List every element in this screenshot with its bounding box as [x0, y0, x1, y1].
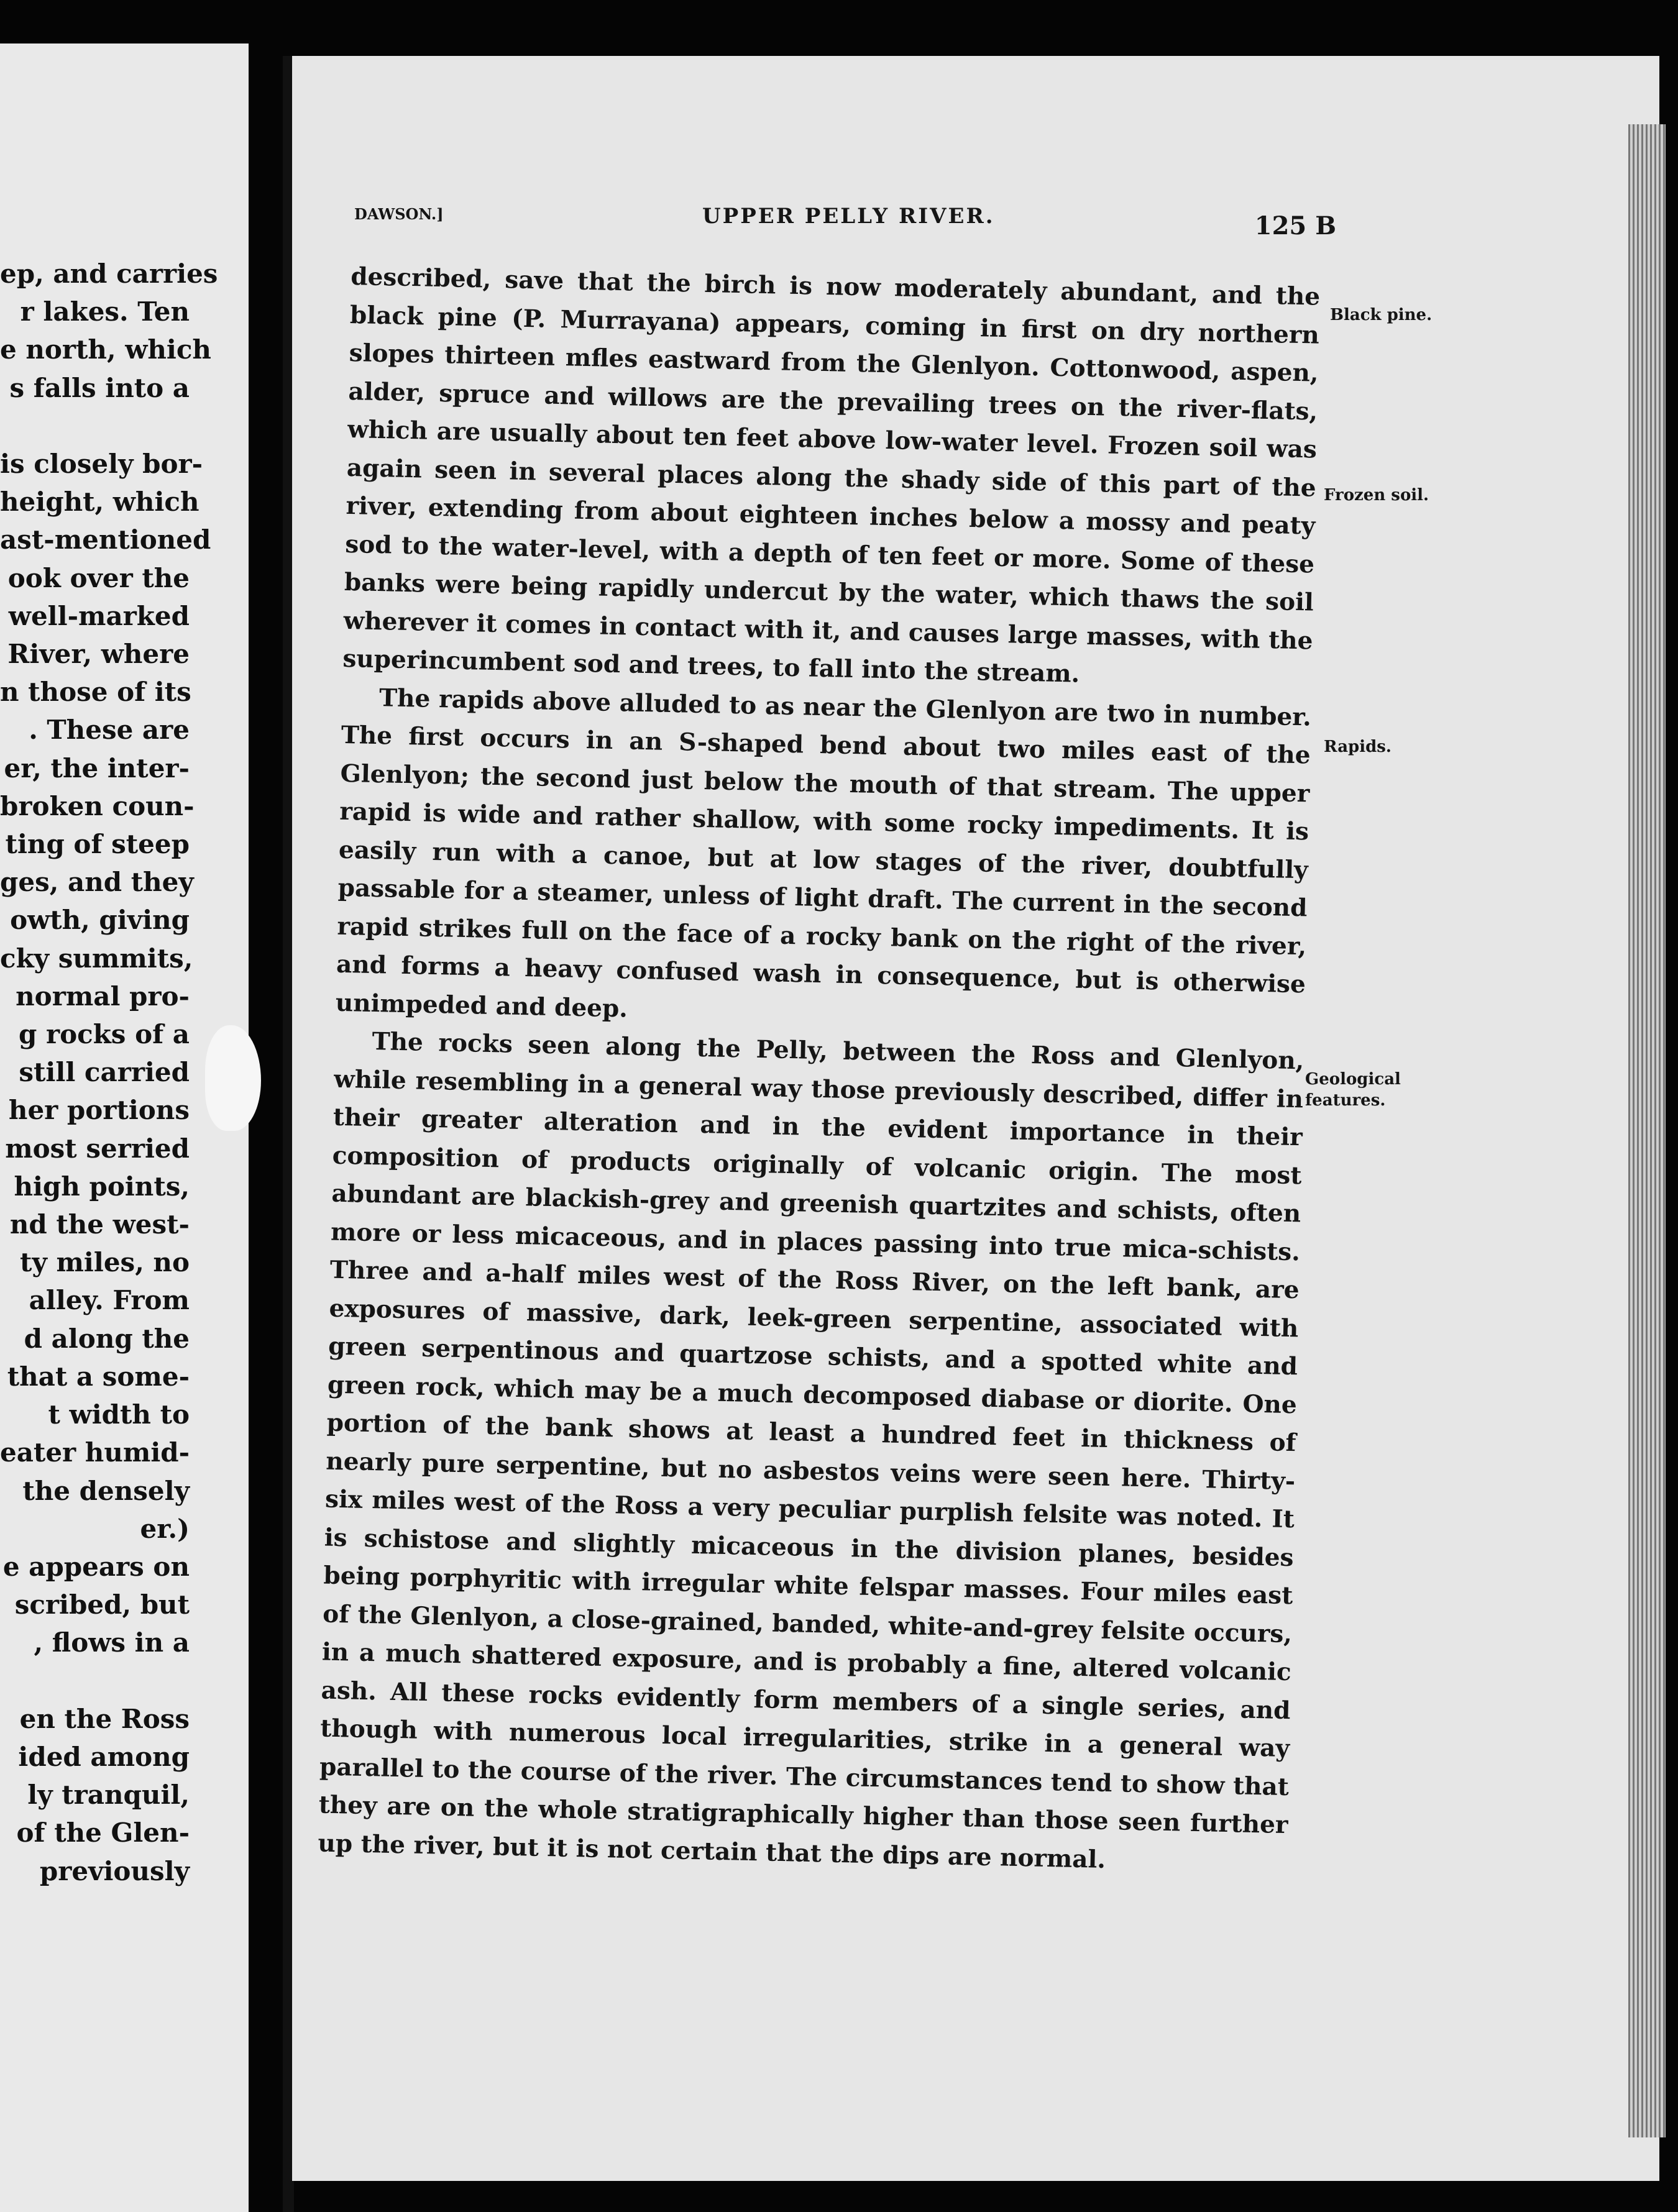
left-page-line: e appears on — [2, 1551, 190, 1582]
left-page-line: height, which — [0, 487, 199, 518]
left-page-line: her portions — [8, 1095, 190, 1126]
margin-note-black-pine: Black pine. — [1330, 306, 1433, 324]
paragraph-geology: The rocks seen along the Pelly, between the Ross and Glenlyon, while resembling in a general way those previously described, differ in their greater alteration and in the evident importance in their composition of products originally of volcanic origin. The most abundant are blackish-grey and greenish quartzites and schists, often more or less micaceous, and in places passing into true mica-schists. Three and a-half miles west of the Ross River, on the left bank, are exposures of massive, dark, leek-green serpentine, associated with green serpentinous and quartzose schists, and a spotted white and green rock, which may be a much decomposed diabase or diorite. One portion of the bank shows at least a hundred feet in thickness of nearly pure serpentine, but no asbestos veins were seen here. Thirty-six miles west of the Ross a very peculiar purplish felsite was noted. It is schistose and slightly micaceous in the division planes, besides being porphyritic with irregular white felspar masses. Four miles east of the Glenlyon, a close-grained, banded, white-and-grey felsite occurs, in a much shattered exposure, and is probably a fine, altered volcanic ash. All these rocks evidently form members of a single series, and though with numerous local irregularities, strike in a general way parallel to the course of the river. The circumstances tend to show that they are on the whole stratigraphically higher than those seen further up the river, but it is not certain that the dips are normal. — [318, 1026, 1304, 1874]
left-page-line: is closely bor- — [0, 449, 203, 480]
left-page-line: that a some- — [7, 1361, 190, 1392]
left-page-line: . These are — [29, 715, 190, 746]
left-page-line: alley. From — [29, 1285, 190, 1316]
left-page-line: er, the inter- — [4, 752, 190, 784]
left-page-line: still carried — [19, 1057, 190, 1088]
left-page-line: the densely — [22, 1475, 190, 1506]
page-header — [354, 205, 1336, 249]
left-page-line: d along the — [24, 1323, 190, 1354]
left-page-line: ast-mentioned — [0, 524, 211, 555]
left-page-line: e north, which — [0, 334, 211, 365]
left-page-line: r lakes. Ten — [20, 296, 190, 327]
left-page-line: well-marked — [8, 600, 190, 631]
margin-note-line: Geological — [1305, 1070, 1401, 1089]
left-page-line: high points, — [14, 1171, 190, 1202]
left-page-line: broken coun- — [0, 790, 195, 821]
left-page-text — [0, 255, 218, 1890]
margin-note-rapids: Rapids. — [1324, 738, 1391, 756]
left-page-line: nd the west- — [9, 1209, 190, 1240]
margin-note-frozen-soil: Frozen soil. — [1324, 486, 1429, 505]
left-page-line: s falls into a — [9, 372, 190, 403]
left-page-line: t width to — [48, 1399, 190, 1430]
running-head-author: DAWSON.] — [354, 205, 444, 223]
book-page-edges — [1628, 124, 1666, 2137]
main-text — [318, 258, 1321, 1883]
left-page-line: of the Glen- — [16, 1817, 190, 1849]
left-page-line: ep, and carries — [0, 258, 218, 289]
left-page-line: ting of steep — [5, 829, 190, 860]
left-page-line: ges, and they — [0, 867, 194, 898]
left-page-line: eater humid- — [0, 1437, 190, 1468]
left-page-line — [0, 407, 190, 445]
left-page-line: ook over the — [7, 562, 190, 593]
paragraph-rapids: The rapids above alluded to as near the Glenlyon are two in number. The first occurs in an S-shaped bend about two miles east of the Glenlyon; the second just below the mouth of that stream. The upper rapid is wide and rather shallow, with some rocky impediments. It is easily run with a canoe, but at low stages of the river, doubtfully passable for a steamer, unless of light draft. The current in the second rapid strikes full on the face of a rocky bank on the right of the river, and forms a heavy confused wash in consequence, but is otherwise unimpeded and deep. — [335, 683, 1312, 1023]
left-page-line: River, where — [7, 639, 190, 670]
left-page-line: most serried — [5, 1133, 190, 1164]
running-head-title: UPPER PELLY RIVER. — [702, 204, 995, 229]
left-page-line: owth, giving — [10, 905, 190, 936]
left-page-line: previously — [39, 1855, 190, 1886]
left-page-line: ty miles, no — [20, 1247, 190, 1278]
left-page-line — [0, 1662, 190, 1700]
page-number: 125 B — [1254, 211, 1336, 240]
left-page-line: en the Ross — [19, 1703, 190, 1734]
paper-damage — [205, 1025, 261, 1131]
left-page-line: , flows in a — [34, 1627, 190, 1658]
left-page-line: normal pro- — [16, 980, 190, 1012]
left-page-line: ided among — [18, 1741, 190, 1772]
left-page-line: n those of its — [0, 677, 191, 708]
margin-note-geological-features — [1305, 1069, 1401, 1111]
left-page-line: g rocks of a — [19, 1019, 190, 1050]
paragraph-vegetation: described, save that the birch is now moderately abundant, and the black pine (P. Murrayana) appears, coming in first on dry northern slopes thirteen mfles eastward from the Glenlyon. Cottonwood, aspen, alder, spruce and willows are the prevailing trees on the river-flats, which are usually about ten feet above low-water level. Frozen soil was again seen in several places along the shady side of this part of the river, extending from about eighteen inches below a mossy and peaty sod to the water-level, with a depth of ten feet or more. Some of these banks were being rapidly undercut by the water, which thaws the soil wherever it comes in contact with it, and causes large masses, with the superincumbent sod and trees, to fall into the stream. — [342, 262, 1321, 688]
left-page-line: cky summits, — [0, 943, 193, 974]
left-page-line: er.) — [140, 1513, 190, 1544]
left-page-line: scribed, but — [14, 1589, 190, 1620]
margin-note-line: features. — [1305, 1091, 1386, 1110]
left-page-line: ly tranquil, — [27, 1780, 190, 1811]
